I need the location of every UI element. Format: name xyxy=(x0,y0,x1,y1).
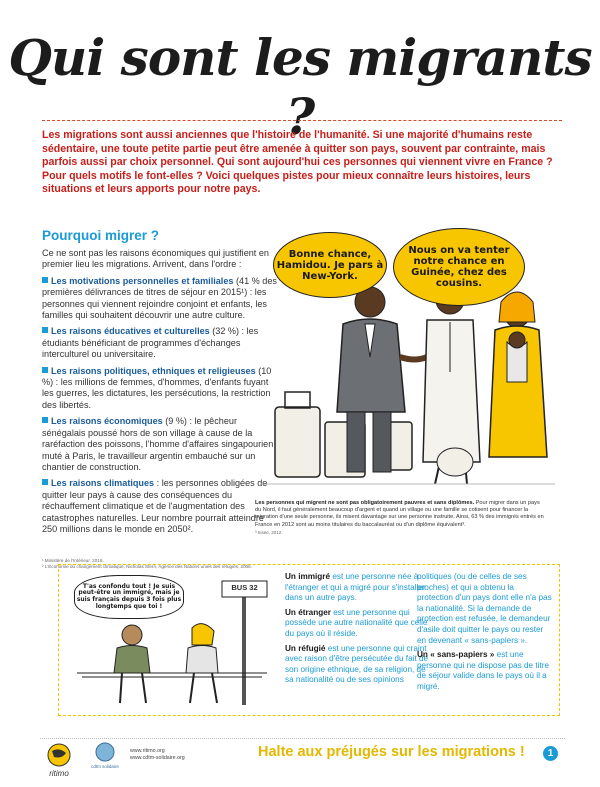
reason-item xyxy=(42,326,278,360)
reason-heading: Les raisons éducatives et culturelles xyxy=(51,326,210,337)
bullet-square-icon xyxy=(42,327,48,333)
url-link[interactable]: www.ritimo.org xyxy=(130,748,165,754)
section-lead: Ce ne sont pas les raisons économiques qui justifient en premier lieu les migrations. Arrivent, dans l'ordre : xyxy=(42,248,269,270)
caption-text: Pour migrer dans un pays du Nord, il faut généralement beaucoup d'argent et quand un village ou une famille se cotisent pour financer la migration d'une seule personne, ils misent davantage sur une personne instruite. Ainsi, 63 % des immigrés entrés en France en 2012 sont au moins titulaires du baccalauréat ou d'un diplôme équivalent³. xyxy=(255,500,544,528)
definition-term: Un « sans-papiers » xyxy=(417,650,495,660)
definitions-column-2 xyxy=(417,572,552,697)
bus-stop-cartoon xyxy=(72,573,272,708)
ritimo-logo xyxy=(42,741,76,779)
page-number: 1 xyxy=(543,746,558,761)
footnote: ¹ Ministère de l'Intérieur, 2016. xyxy=(42,558,104,563)
speech-bubble: Nous on va tenter notre chance en Guinée, chez des cousins. xyxy=(393,228,525,306)
footnote: ² L'Économie du changement climatique, Nicholas Stern, Agence des Nations unies des réfugiés, 2006. xyxy=(42,564,253,569)
definition-term: Un immigré xyxy=(285,572,331,581)
definition xyxy=(417,650,552,692)
page-title: Qui sont les migrants ? xyxy=(8,28,592,146)
reason-text: (41 % des premières délivrances de titres de séjour en 2015¹) : les personnes qui viennent rejoindre conjoint et enfants, les familles qui souhaitent découvrir une autre culture. xyxy=(42,275,277,321)
definition xyxy=(285,572,435,604)
reason-item xyxy=(42,366,278,412)
definition-term: Un réfugié xyxy=(285,643,326,653)
bullet-square-icon xyxy=(42,367,48,373)
definitions-column-1 xyxy=(285,572,435,690)
reason-text: : les personnes obligées de quitter leur pays à cause des conséquences du réchauffement climatique et de l'augmentation des catastrophes naturelles. Leur nombre pourrait atteindre 250 millions dans le monde en 2050². xyxy=(42,478,268,534)
reason-text: (9 %) : le pêcheur sénégalais poussé hors de son village à cause de la raréfaction des poissons, l'homme d'affaires singapourien muté à Paris, le travailleur argentin embauché sur un chantier de construction. xyxy=(42,416,274,472)
definition-term: Un étranger xyxy=(285,607,331,617)
definition xyxy=(417,572,552,646)
definition-text: est une personne qui craint avec raison d'être persécutée du fait de son origine ethnique, de sa religion, de sa nationalité ou de ses opinions xyxy=(285,643,429,685)
footer-urls xyxy=(130,748,185,762)
section-title: Pourquoi migrer ? xyxy=(42,228,160,243)
footer-title: Halte aux préjugés sur les migrations ! xyxy=(258,744,525,760)
caption-source: ³ Insee, 2012. xyxy=(255,529,283,535)
logo-text: cdtm solidaire xyxy=(91,764,119,769)
reason-item xyxy=(42,276,278,322)
definition xyxy=(285,644,435,686)
definition-text: est une personne qui ne dispose pas de titre de séjour valide dans le pays où il a migré. xyxy=(417,650,549,691)
reason-text: (10 %) : les millions de femmes, d'hommes, d'enfants fuyant les guerres, les dictatures, les persécutions, la restriction des libertés. xyxy=(42,365,272,410)
migrants-illustration xyxy=(255,222,565,497)
reason-item xyxy=(42,416,278,473)
caption-bold: Les personnes qui migrent ne sont pas obligatoirement pauvres et sans diplômes. xyxy=(255,500,475,506)
reasons-column xyxy=(42,228,278,540)
definition-text: politiques (ou de celles de ses proches) et qui a obtenu la protection d'un pays dont elle n'a pas la nationalité. Si la demande de protection est refusée, le demandeur d'asile doit quitter le pays ou rester en devenant « sans-papiers ». xyxy=(417,572,552,645)
url-link[interactable]: www.cdtm-solidaire.org xyxy=(130,755,185,761)
definition-text: est une personne née à l'étranger et qui a migré pour s'installer dans un autre pays. xyxy=(285,572,426,603)
definition-text: est une personne qui possède une autre nationalité que celle du pays où il réside. xyxy=(285,607,428,638)
globe-icon xyxy=(42,741,76,779)
intro-paragraph: Les migrations sont aussi anciennes que l'histoire de l'humanité. Si une majorité d'humains reste sédentaire, une toute petite partie peut être amenée à quitter son pays, souvent par contrainte, mais parfois aussi par choix personnel. Qui sont aujourd'hui ces personnes qui viennent vivre en France ? Pour quels motifs le font-elles ? Voici quelques pistes pour mieux connaître leurs histoires, leurs situations et leurs apports pour notre pays. xyxy=(42,120,562,197)
illustration-caption xyxy=(255,500,545,536)
speech-bubble: T'as confondu tout ! Je suis peut-être un immigré, mais je suis français depuis 3 fois plus longtemps que toi ! xyxy=(74,575,184,619)
reason-item xyxy=(42,478,278,535)
reason-text: (32 %) : les étudiants bénéficiant de programmes d'échanges interculturel ou universitaire. xyxy=(42,326,259,360)
footer-divider xyxy=(40,738,565,739)
reason-heading: Les raisons politiques, ethniques et religieuses xyxy=(51,365,256,376)
reason-heading: Les raisons économiques xyxy=(51,416,163,427)
bullet-square-icon xyxy=(42,479,48,485)
bullet-square-icon xyxy=(42,417,48,423)
bullet-square-icon xyxy=(42,277,48,283)
cartoon-sign: BUS 32 xyxy=(231,583,258,592)
logo-text: ritimo xyxy=(49,769,69,778)
speech-bubble: Bonne chance, Hamidou. Je pars à New-York. xyxy=(273,232,387,298)
cdtm-logo xyxy=(88,741,122,771)
hands-icon xyxy=(88,741,122,771)
definition xyxy=(285,608,435,640)
reason-heading: Les raisons climatiques xyxy=(51,478,155,489)
reason-heading: Les motivations personnelles et familiales xyxy=(51,275,234,286)
